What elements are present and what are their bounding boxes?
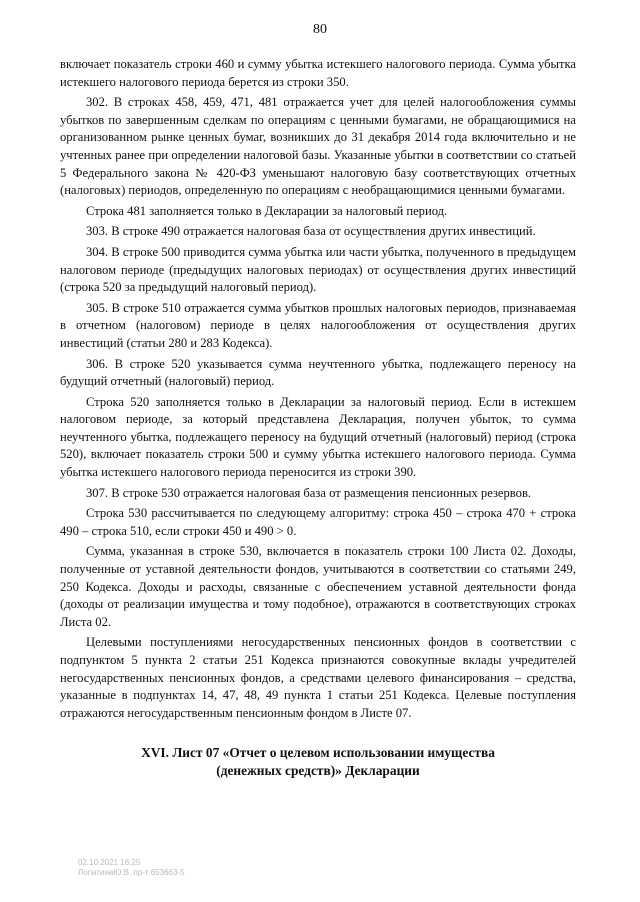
paragraph: 307. В строке 530 отражается налоговая база от размещения пенсионных резервов. (86, 485, 532, 500)
document-body (60, 56, 576, 780)
print-stamp (78, 858, 185, 878)
paragraph: включает показатель строки 460 и сумму убытка истекшего налогового периода. Сумма убытка истекшего налогового периода берется из строки 350. (60, 57, 576, 89)
paragraph: 302. В строках 458, 459, 471, 481 отражается учет для целей налогообложения суммы убытков по завершенным сделкам по операциям с ценными бумагами, не обращающимися на организованном рынке ценных бумаг, возникших до 31 декабря 2014 года включительно и не учтенных ранее при определении налоговой базы. Указанные убытки в соответствии со статьей 5 Федерального закона № 420-ФЗ уменьшают налоговую базу соответствующих отчетных (налоговых) периодов, определенную по операциям с необращающимися ценными бумагами. (60, 95, 576, 198)
paragraph: Строка 520 заполняется только в Декларации за налоговый период. Если в истекшем налоговом периоде, за который представлена Декларация, получен убыток, то сумма неучтенного убытка, подлежащего переносу на будущий отчетный (налоговый) период (строка 520), включает показатель строки 500 и сумму убытка истекшего налогового периода. Сумма убытка истекшего налогового периода переносится из строки 390. (60, 394, 576, 480)
section-heading (60, 744, 576, 780)
section-heading-line-2: (денежных средств)» Декларации (216, 763, 420, 779)
paragraph: 306. В строке 520 указывается сумма неучтенного убытка, подлежащего переносу на будущий отчетный (налоговый) период. (60, 356, 576, 389)
paragraph: Целевыми поступлениями негосударственных пенсионных фондов в соответствии с подпунктом 5 пункта 2 статьи 251 Кодекса признаются совокупные вклады учредителей негосударственных пенсионных фондов, а средствами целевого финансирования – средства, указанные в подпунктах 14, 47, 48, 49 пункта 1 статьи 251 Кодекса. Целевые поступления отражаются негосударственным пенсионным фондом в Листе 07. (60, 635, 576, 720)
paragraph: 305. В строке 510 отражается сумма убытков прошлых налоговых периодов, признаваемая в отчетном (налоговом) периоде в целях налогообложения от осуществления других инвестиций (статьи 280 и 283 Кодекса). (60, 300, 576, 350)
paragraph: Сумма, указанная в строке 530, включается в показатель строки 100 Листа 02. Доходы, полученные от уставной деятельности фондов, учитываются в соответствии со статьями 249, 250 Кодекса. Доходы и расходы, связанные с обеспечением уставной деятельности фонда (доходы от реализации имущества и тому подобное), отражаются в соответствующих строках Листа 02. (60, 544, 576, 629)
paragraph: Строка 481 заполняется только в Декларации за налоговый период. (86, 203, 448, 218)
section-heading-line-1: XVI. Лист 07 «Отчет о целевом использовании имущества (141, 745, 495, 761)
stamp-date: 02.10.2021 16:25 (78, 858, 141, 867)
stamp-author: ЛопатинаЮ.В. пр-т 653663-5 (78, 868, 185, 877)
page-number: 80 (313, 22, 327, 37)
paragraph: 303. В строке 490 отражается налоговая база от осуществления других инвестиций. (86, 224, 536, 239)
paragraph: Строка 530 рассчитывается по следующему алгоритму: строка 450 – строка 470 + строка 490 – строка 510, если строки 450 и 490 > 0. (60, 506, 576, 538)
paragraph: 304. В строке 500 приводится сумма убытка или части убытка, полученного в предыдущем налоговом периоде (предыдущих налоговых периодах) от осуществления других инвестиций (строка 520 за предыдущий налоговый период). (60, 244, 576, 295)
